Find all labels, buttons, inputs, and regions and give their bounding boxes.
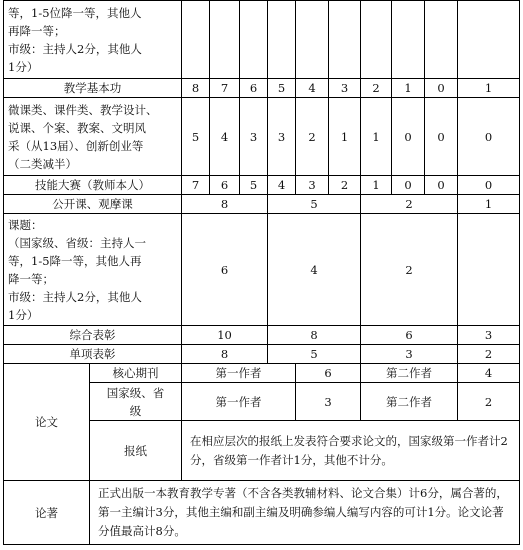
- score-cell: 2: [361, 195, 458, 214]
- score-cell: 0: [425, 79, 458, 98]
- score-cell: [329, 1, 361, 79]
- score-cell: 2: [361, 214, 458, 326]
- score-cell: 4: [210, 98, 240, 176]
- score-cell: 2: [329, 176, 361, 195]
- score-cell: 3: [296, 176, 329, 195]
- score-cell: 1: [458, 79, 520, 98]
- score-cell: 1: [458, 195, 520, 214]
- table-row-micro-course: [4, 98, 520, 176]
- row-label: 国家级、省 级: [90, 383, 182, 421]
- scoring-table: [3, 0, 520, 545]
- author-cell: 第二作者: [361, 383, 458, 421]
- score-cell: 4: [268, 214, 361, 326]
- score-cell: 0: [392, 98, 425, 176]
- table-row-basic-skills: [4, 79, 520, 98]
- score-cell: 5: [240, 176, 268, 195]
- row-label: 综合表彰: [4, 326, 182, 345]
- table-row-open-class: [4, 195, 520, 214]
- score-cell: 0: [458, 176, 520, 195]
- row-label: 课题： （国家级、省级：主持人一 等，1-5降一等，其他人再 降一等； 市级：主持人2分，其他人 1分）: [4, 214, 182, 326]
- papers-label: 论文: [4, 364, 90, 481]
- score-cell: [210, 1, 240, 79]
- table-row-research: [4, 214, 520, 326]
- rule-text: 在相应层次的报纸上发表符合要求论文的，国家级第一作者计2分，省级第一作者计1分，其他不计分。: [182, 421, 520, 481]
- row-label: 微课类、课件类、教学设计、 说课、个案、教案、文明风 采（从13届）、创新创业等 （二类减半）: [4, 98, 182, 176]
- score-cell: [296, 1, 329, 79]
- score-cell: 8: [182, 345, 268, 364]
- row-label: 论著: [4, 481, 90, 545]
- score-cell: 1: [361, 176, 392, 195]
- score-cell: 4: [458, 364, 520, 383]
- score-cell: 6: [296, 364, 361, 383]
- score-cell: 1: [392, 79, 425, 98]
- table-row-skill-contest: [4, 176, 520, 195]
- score-cell: 3: [268, 98, 296, 176]
- score-cell: 5: [268, 345, 361, 364]
- row-label: 单项表彰: [4, 345, 182, 364]
- score-cell: 5: [182, 98, 210, 176]
- score-cell: 7: [210, 79, 240, 98]
- score-cell: 2: [458, 383, 520, 421]
- score-cell: [392, 1, 425, 79]
- score-cell: 6: [210, 176, 240, 195]
- score-cell: 0: [425, 176, 458, 195]
- score-cell: 5: [268, 79, 296, 98]
- score-cell: 8: [268, 326, 361, 345]
- score-cell: 6: [361, 326, 458, 345]
- table-row-papers-core: [4, 364, 520, 383]
- score-cell: 4: [296, 79, 329, 98]
- score-cell: 4: [268, 176, 296, 195]
- score-cell: 3: [361, 345, 458, 364]
- score-cell: [361, 1, 392, 79]
- row-label: 公开课、观摩课: [4, 195, 182, 214]
- score-cell: 2: [458, 345, 520, 364]
- table-row-overall-award: [4, 326, 520, 345]
- row-label: 教学基本功: [4, 79, 182, 98]
- score-cell: [240, 1, 268, 79]
- score-cell: [268, 1, 296, 79]
- author-cell: 第一作者: [182, 364, 296, 383]
- score-cell: 1: [361, 98, 392, 176]
- score-cell: 1: [329, 98, 361, 176]
- score-cell: 2: [361, 79, 392, 98]
- score-cell: [458, 1, 520, 79]
- score-cell: 10: [182, 326, 268, 345]
- score-cell: 0: [458, 98, 520, 176]
- author-cell: 第二作者: [361, 364, 458, 383]
- score-cell: 6: [240, 79, 268, 98]
- row-label: 核心期刊: [90, 364, 182, 383]
- score-cell: 5: [268, 195, 361, 214]
- score-cell: 7: [182, 176, 210, 195]
- score-cell: 0: [392, 176, 425, 195]
- score-cell: 8: [182, 195, 268, 214]
- score-cell: 3: [296, 383, 361, 421]
- research-criteria-cont: 等，1-5位降一等，其他人 再降一等； 市级：主持人2分，其他人 1分）: [4, 1, 182, 79]
- row-label: 技能大赛（教师本人）: [4, 176, 182, 195]
- score-cell: 3: [240, 98, 268, 176]
- score-cell: [182, 1, 210, 79]
- rule-text: 正式出版一本教育教学专著（不含各类教辅材料、论文合集）计6分，属合著的，第一主编计3分，其他主编和副主编及明确参编人编写内容的可计1分。论文论著分值最高计8分。: [90, 481, 520, 545]
- author-cell: 第一作者: [182, 383, 296, 421]
- score-cell: 6: [182, 214, 268, 326]
- table-row-monograph: [4, 481, 520, 545]
- score-cell: [458, 214, 520, 326]
- table-row: [4, 1, 520, 79]
- score-cell: 3: [329, 79, 361, 98]
- score-cell: [425, 1, 458, 79]
- score-cell: 3: [458, 326, 520, 345]
- score-cell: 0: [425, 98, 458, 176]
- score-cell: 2: [296, 98, 329, 176]
- score-cell: 8: [182, 79, 210, 98]
- row-label: 报纸: [90, 421, 182, 481]
- table-row-single-award: [4, 345, 520, 364]
